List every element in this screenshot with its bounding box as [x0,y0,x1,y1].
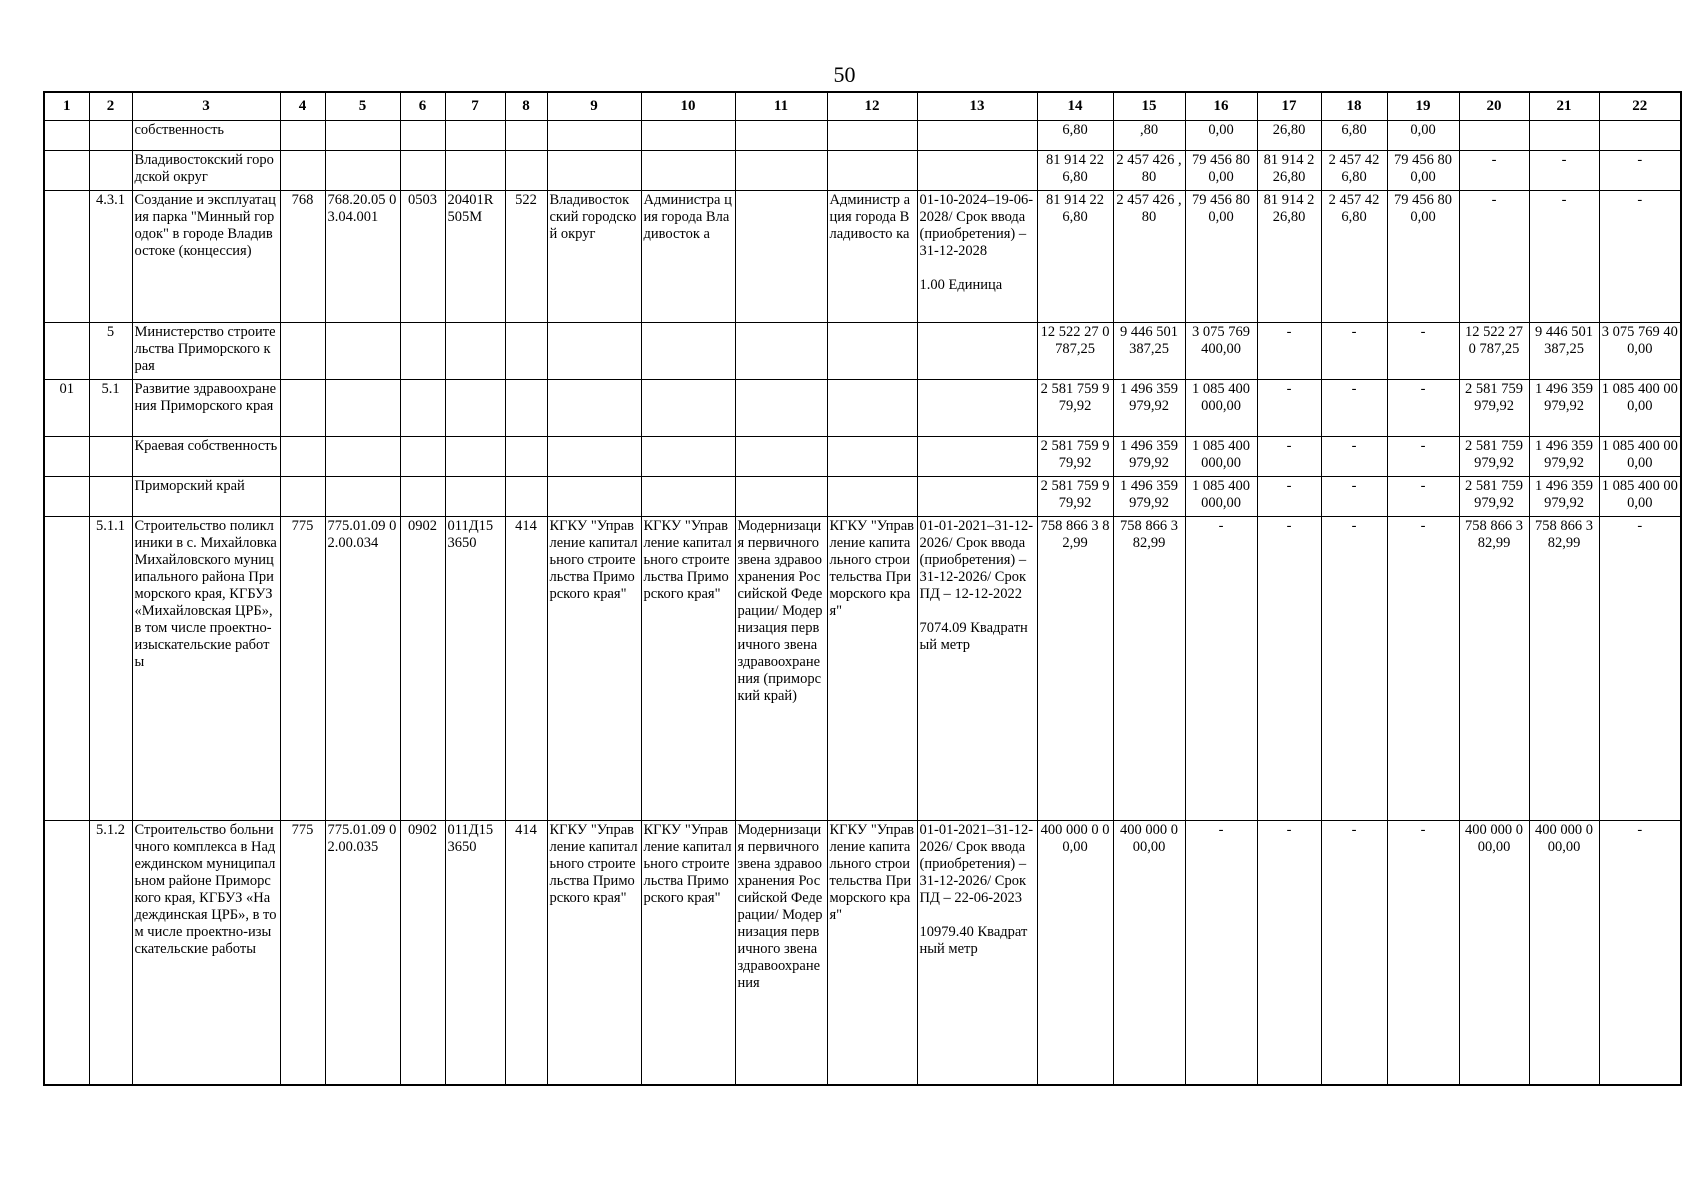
table-cell-col-6: 0902 [400,821,445,1085]
table-cell-col-9: Владивосток ский городской округ [547,191,641,323]
table-cell-col-22: - [1599,191,1681,323]
table-cell-col-22: 3 075 769 400,00 [1599,323,1681,380]
table-cell-col-4 [280,121,325,151]
table-cell-col-15: 1 496 359 979,92 [1113,437,1185,477]
table-cell-col-2 [89,151,132,191]
table-cell-col-17: - [1257,517,1321,821]
table-cell-col-20: 758 866 3 82,99 [1459,517,1529,821]
table-cell-col-18: - [1321,437,1387,477]
table-cell-col-4 [280,323,325,380]
table-cell-col-18: 2 457 42 6,80 [1321,191,1387,323]
table-cell-col-18: - [1321,517,1387,821]
column-header-22: 22 [1599,92,1681,121]
table-cell-col-3: Развитие здравоохранения Приморского края [132,380,280,437]
table-cell-col-11 [735,121,827,151]
table-cell-col-4: 775 [280,517,325,821]
table-cell-col-5 [325,380,400,437]
table-cell-col-10 [641,380,735,437]
table-cell-col-22: 1 085 400 000,00 [1599,380,1681,437]
table-cell-col-6 [400,477,445,517]
table-cell-col-10 [641,323,735,380]
table-cell-col-13: 01-01-2021–31-12-2026/ Срок ввода (приобретения) – 31-12-2026/ Срок ПД – 12-12-2022 7074.09 Квадратный метр [917,517,1037,821]
table-cell-col-8 [505,477,547,517]
table-cell-col-5 [325,121,400,151]
table-cell-col-7 [445,323,505,380]
column-header-9: 9 [547,92,641,121]
table-cell-col-18: - [1321,477,1387,517]
table-cell-col-7 [445,437,505,477]
table-cell-col-12: Администр ация города Владивосто ка [827,191,917,323]
table-cell-col-5 [325,151,400,191]
table-cell-col-11 [735,323,827,380]
table-cell-col-17: 81 914 2 26,80 [1257,151,1321,191]
table-cell-col-19: - [1387,517,1459,821]
table-cell-col-20: 2 581 759 979,92 [1459,437,1529,477]
table-cell-col-8: 414 [505,821,547,1085]
table-cell-col-6 [400,437,445,477]
table-cell-col-3: собственность [132,121,280,151]
page-number: 50 [833,62,856,87]
table-cell-col-14: 400 000 0 00,00 [1037,821,1113,1085]
column-header-20: 20 [1459,92,1529,121]
table-cell-col-19: 79 456 80 0,00 [1387,191,1459,323]
column-header-19: 19 [1387,92,1459,121]
table-cell-col-10 [641,477,735,517]
column-header-15: 15 [1113,92,1185,121]
table-cell-col-9 [547,477,641,517]
table-cell-col-13 [917,380,1037,437]
table-cell-col-16: 1 085 400 000,00 [1185,477,1257,517]
table-cell-col-10 [641,437,735,477]
table-cell-col-10: КГКУ "Управление капитального строительства Приморского края" [641,821,735,1085]
table-cell-col-21: 400 000 0 00,00 [1529,821,1599,1085]
table-cell-col-1 [44,821,89,1085]
table-cell-col-3: Приморский край [132,477,280,517]
table-cell-col-1 [44,121,89,151]
table-cell-col-2 [89,437,132,477]
table-cell-col-17: - [1257,380,1321,437]
table-cell-col-14: 81 914 22 6,80 [1037,191,1113,323]
table-cell-col-8: 522 [505,191,547,323]
table-cell-col-19: - [1387,323,1459,380]
table-cell-col-2 [89,121,132,151]
table-cell-col-13: 01-10-2024–19-06-2028/ Срок ввода (приобретения) – 31-12-2028 1.00 Единица [917,191,1037,323]
table-cell-col-21: 9 446 501 387,25 [1529,323,1599,380]
table-row [44,437,1681,477]
table-cell-col-17: - [1257,437,1321,477]
table-cell-col-18: - [1321,821,1387,1085]
column-header-18: 18 [1321,92,1387,121]
table-cell-col-7 [445,380,505,437]
table-cell-col-1 [44,437,89,477]
table-cell-col-7 [445,121,505,151]
table-row [44,323,1681,380]
table-cell-col-9 [547,121,641,151]
table-cell-col-1 [44,517,89,821]
table-cell-col-19: 79 456 80 0,00 [1387,151,1459,191]
table-cell-col-6: 0503 [400,191,445,323]
table-row [44,477,1681,517]
table-cell-col-12 [827,121,917,151]
table-cell-col-8 [505,323,547,380]
table-cell-col-17: 81 914 2 26,80 [1257,191,1321,323]
table-cell-col-6 [400,323,445,380]
table-cell-col-20: - [1459,151,1529,191]
column-header-1: 1 [44,92,89,121]
table-row [44,121,1681,151]
table-cell-col-2 [89,477,132,517]
table-row [44,821,1681,1085]
table-row [44,517,1681,821]
table-cell-col-10 [641,151,735,191]
table-cell-col-14: 2 581 759 979,92 [1037,477,1113,517]
table-cell-col-18: - [1321,323,1387,380]
table-cell-col-5: 775.01.09 02.00.035 [325,821,400,1085]
table-cell-col-21: 758 866 3 82,99 [1529,517,1599,821]
table-cell-col-11 [735,151,827,191]
table-cell-col-8: 414 [505,517,547,821]
table-cell-col-19: - [1387,437,1459,477]
table-cell-col-13 [917,151,1037,191]
table-cell-col-1 [44,477,89,517]
table-cell-col-4 [280,380,325,437]
table-cell-col-9: КГКУ "Управление капитального строительства Приморского края" [547,517,641,821]
table-cell-col-14: 758 866 3 82,99 [1037,517,1113,821]
table-cell-col-19: - [1387,477,1459,517]
table-cell-col-19: - [1387,821,1459,1085]
table-cell-col-10 [641,121,735,151]
table-cell-col-9: КГКУ "Управление капитального строительства Приморского края" [547,821,641,1085]
column-header-8: 8 [505,92,547,121]
table-cell-col-2: 5.1 [89,380,132,437]
column-header-10: 10 [641,92,735,121]
header-row [44,92,1681,121]
table-cell-col-16: 3 075 769 400,00 [1185,323,1257,380]
table-cell-col-12 [827,437,917,477]
table-cell-col-5 [325,477,400,517]
table-cell-col-12 [827,151,917,191]
table-cell-col-3: Краевая собственность [132,437,280,477]
table-cell-col-17: - [1257,821,1321,1085]
table-cell-col-1 [44,191,89,323]
table-cell-col-21: 1 496 359 979,92 [1529,477,1599,517]
table-cell-col-9 [547,380,641,437]
table-cell-col-5 [325,437,400,477]
table-cell-col-15: 400 000 0 00,00 [1113,821,1185,1085]
table-cell-col-8 [505,121,547,151]
table-cell-col-14: 6,80 [1037,121,1113,151]
table-cell-col-11 [735,191,827,323]
table-cell-col-18: 2 457 42 6,80 [1321,151,1387,191]
table-cell-col-9 [547,437,641,477]
table-cell-col-11 [735,477,827,517]
table-cell-col-2: 5.1.2 [89,821,132,1085]
table-cell-col-5: 768.20.05 03.04.001 [325,191,400,323]
table-cell-col-12 [827,323,917,380]
table-cell-col-22: - [1599,517,1681,821]
table-cell-col-14: 2 581 759 979,92 [1037,380,1113,437]
table-cell-col-21: - [1529,151,1599,191]
table-cell-col-16: 79 456 80 0,00 [1185,151,1257,191]
table-cell-col-8 [505,437,547,477]
column-header-12: 12 [827,92,917,121]
table-cell-col-21 [1529,121,1599,151]
table-cell-col-2: 4.3.1 [89,191,132,323]
table-cell-col-3: Создание и эксплуатация парка "Минный городок" в городе Владивостоке (концессия) [132,191,280,323]
table-cell-col-16: 1 085 400 000,00 [1185,437,1257,477]
table-cell-col-22 [1599,121,1681,151]
table-cell-col-19: - [1387,380,1459,437]
table-cell-col-10: КГКУ "Управление капитального строительства Приморского края" [641,517,735,821]
table-cell-col-6 [400,380,445,437]
table-cell-col-7 [445,151,505,191]
table-cell-col-13: 01-01-2021–31-12-2026/ Срок ввода (приобретения) – 31-12-2026/ Срок ПД – 22-06-2023 10979.40 Квадратный метр [917,821,1037,1085]
table-cell-col-7: 20401R 505M [445,191,505,323]
table-cell-col-6: 0902 [400,517,445,821]
table-cell-col-1: 01 [44,380,89,437]
column-header-14: 14 [1037,92,1113,121]
column-header-4: 4 [280,92,325,121]
table-cell-col-15: 2 457 426 ,80 [1113,151,1185,191]
table-cell-col-13 [917,477,1037,517]
table-row [44,380,1681,437]
table-cell-col-1 [44,323,89,380]
table-cell-col-4: 768 [280,191,325,323]
column-header-17: 17 [1257,92,1321,121]
column-header-3: 3 [132,92,280,121]
table-cell-col-5 [325,323,400,380]
table-cell-col-6 [400,121,445,151]
table-cell-col-5: 775.01.09 02.00.034 [325,517,400,821]
table-cell-col-17: 26,80 [1257,121,1321,151]
table-cell-col-20: 12 522 27 0 787,25 [1459,323,1529,380]
table-cell-col-3: Строительство поликлиники в с. Михайловка Михайловского муниципального района Приморского края, КГБУЗ «Михайловская ЦРБ», в том числе проектно-изыскательские работы [132,517,280,821]
table-cell-col-20: 2 581 759 979,92 [1459,477,1529,517]
table-cell-col-16: 0,00 [1185,121,1257,151]
table-cell-col-20 [1459,121,1529,151]
table-cell-col-16: - [1185,517,1257,821]
budget-table [43,91,1682,1086]
table-cell-col-16: - [1185,821,1257,1085]
table-cell-col-2: 5.1.1 [89,517,132,821]
table-row [44,151,1681,191]
table-cell-col-20: 400 000 0 00,00 [1459,821,1529,1085]
table-cell-col-10: Администра ция города Владивосток а [641,191,735,323]
table-cell-col-15: 1 496 359 979,92 [1113,380,1185,437]
table-cell-col-8 [505,380,547,437]
table-cell-col-11: Модернизация первичного звена здравоохранения Российской Федерации/ Модернизация первичного звена здравоохранения [735,821,827,1085]
table-cell-col-20: - [1459,191,1529,323]
column-header-11: 11 [735,92,827,121]
table-cell-col-3: Министерство строительства Приморского края [132,323,280,380]
table-cell-col-14: 12 522 27 0 787,25 [1037,323,1113,380]
table-cell-col-4 [280,477,325,517]
table-cell-col-21: - [1529,191,1599,323]
table-cell-col-22: 1 085 400 000,00 [1599,437,1681,477]
column-header-5: 5 [325,92,400,121]
column-header-21: 21 [1529,92,1599,121]
table-cell-col-16: 1 085 400 000,00 [1185,380,1257,437]
table-cell-col-4 [280,437,325,477]
table-cell-col-15: ,80 [1113,121,1185,151]
table-cell-col-11 [735,437,827,477]
table-cell-col-15: 2 457 426 ,80 [1113,191,1185,323]
table-cell-col-22: - [1599,151,1681,191]
table-cell-col-3: Строительство больничного комплекса в Надеждинском муниципальном районе Приморского края, КГБУЗ «Надеждинская ЦРБ», в том числе проектно-изыскательские работы [132,821,280,1085]
table-cell-col-12 [827,477,917,517]
table-cell-col-17: - [1257,477,1321,517]
table-cell-col-15: 1 496 359 979,92 [1113,477,1185,517]
table-cell-col-2: 5 [89,323,132,380]
table-cell-col-22: - [1599,821,1681,1085]
table-cell-col-16: 79 456 80 0,00 [1185,191,1257,323]
table-cell-col-12: КГКУ "Управление капитального строительства Приморского края" [827,821,917,1085]
table-cell-col-15: 9 446 501 387,25 [1113,323,1185,380]
column-header-2: 2 [89,92,132,121]
table-cell-col-6 [400,151,445,191]
table-cell-col-13 [917,323,1037,380]
table-cell-col-14: 81 914 22 6,80 [1037,151,1113,191]
table-cell-col-21: 1 496 359 979,92 [1529,437,1599,477]
table-cell-col-7 [445,477,505,517]
table-cell-col-8 [505,151,547,191]
table-cell-col-17: - [1257,323,1321,380]
table-cell-col-19: 0,00 [1387,121,1459,151]
table-cell-col-11 [735,380,827,437]
table-cell-col-13 [917,437,1037,477]
table-cell-col-11: Модернизация первичного звена здравоохранения Российской Федерации/ Модернизация первичного звена здравоохранения (приморский край) [735,517,827,821]
table-cell-col-14: 2 581 759 979,92 [1037,437,1113,477]
table-cell-col-7: 011Д15 3650 [445,517,505,821]
table-cell-col-22: 1 085 400 000,00 [1599,477,1681,517]
table-cell-col-18: - [1321,380,1387,437]
table-cell-col-9 [547,151,641,191]
table-cell-col-3: Владивостокский городской округ [132,151,280,191]
column-header-7: 7 [445,92,505,121]
table-cell-col-4 [280,151,325,191]
table-cell-col-18: 6,80 [1321,121,1387,151]
column-header-6: 6 [400,92,445,121]
column-header-13: 13 [917,92,1037,121]
table-cell-col-20: 2 581 759 979,92 [1459,380,1529,437]
table-row [44,191,1681,323]
table-cell-col-9 [547,323,641,380]
table-cell-col-7: 011Д15 3650 [445,821,505,1085]
table-cell-col-21: 1 496 359 979,92 [1529,380,1599,437]
table-cell-col-4: 775 [280,821,325,1085]
table-cell-col-12: КГКУ "Управление капитального строительства Приморского края" [827,517,917,821]
column-header-16: 16 [1185,92,1257,121]
table-cell-col-12 [827,380,917,437]
table-cell-col-1 [44,151,89,191]
table-cell-col-13 [917,121,1037,151]
table-cell-col-15: 758 866 3 82,99 [1113,517,1185,821]
